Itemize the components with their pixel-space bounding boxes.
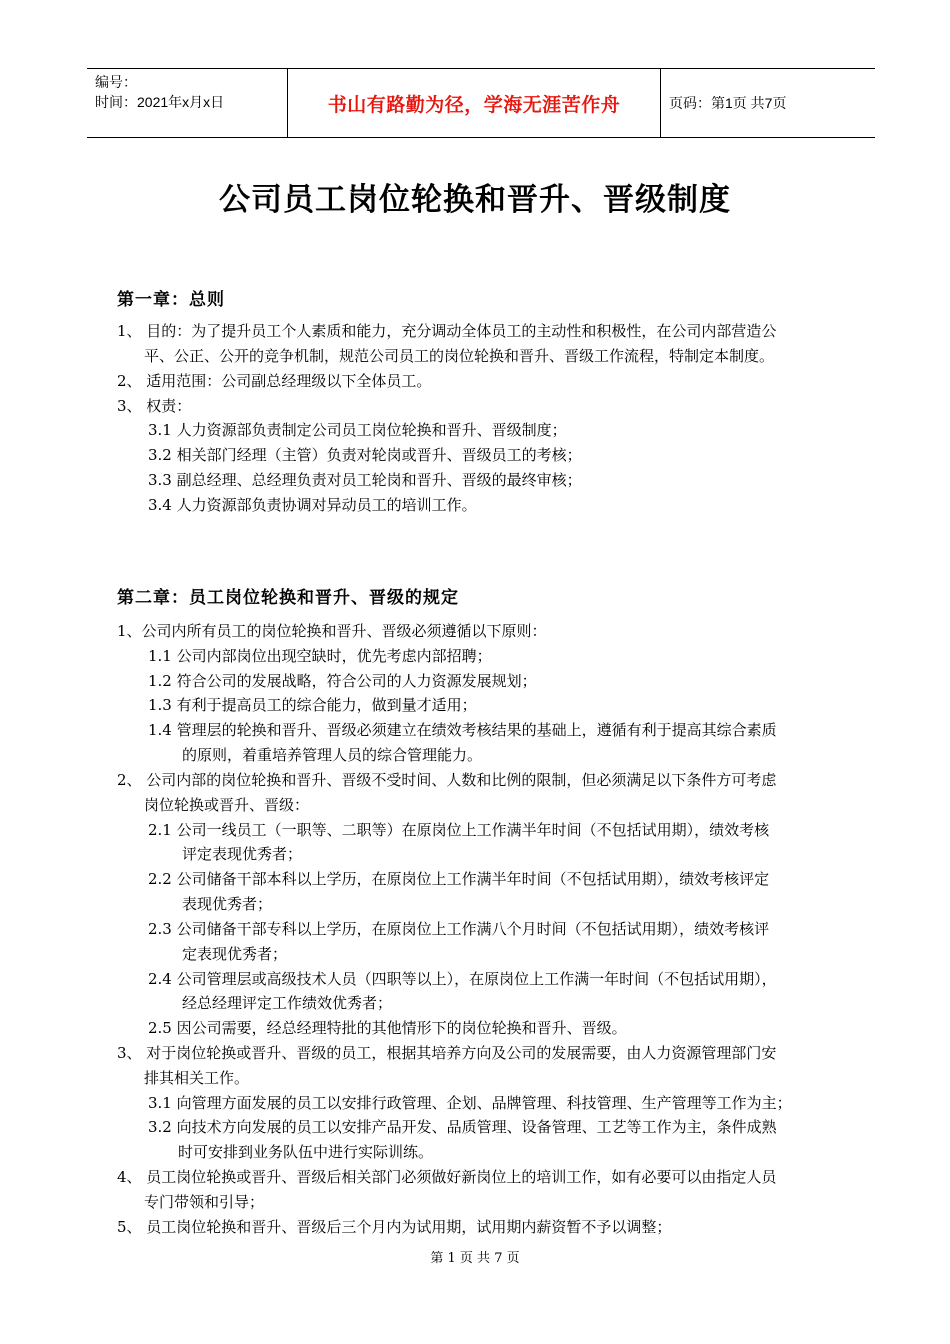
paragraph-line: 5、 员工岗位轮换和晋升、晋级后三个月内为试用期，试用期内薪资暂不予以调整； [117,1218,672,1236]
paragraph-line: 平、公正、公开的竞争机制，规范公司员工的岗位轮换和晋升、晋级工作流程，特制定本制度。 [144,347,775,365]
paragraph-line: 3.2 向技术方向发展的员工以安排产品开发、品质管理、设备管理、工艺等工作为主，条件成熟 [148,1118,777,1136]
paragraph-line: 定表现优秀者； [182,945,288,963]
paragraph-line: 1.3 有利于提高员工的综合能力，做到量才适用； [148,696,477,714]
paragraph-line: 1、 目的：为了提升员工个人素质和能力，充分调动全体员工的主动性和积极性，在公司内部营造公 [117,322,777,340]
paragraph-line: 经总经理评定工作绩效优秀者； [182,994,393,1012]
paragraph-line: 2.4 公司管理层或高级技术人员（四职等以上），在原岗位上工作满一年时间（不包括试用期）， [148,970,777,988]
paragraph-line: 3、 权责： [117,397,192,415]
paragraph-line: 1.2 符合公司的发展战略，符合公司的人力资源发展规划； [148,672,537,690]
paragraph-line: 3.4 人力资源部负责协调对异动员工的培训工作。 [148,496,477,514]
paragraph-line: 1.1 公司内部岗位出现空缺时，优先考虑内部招聘； [148,647,492,665]
paragraph-line: 表现优秀者； [182,895,273,913]
paragraph-line: 专门带领和引导； [144,1193,265,1211]
paragraph-line: 的原则，着重培养管理人员的综合管理能力。 [182,746,483,764]
paragraph-line: 岗位轮换或晋升、晋级： [144,796,310,814]
page-header-table [87,68,875,138]
paragraph-line: 3.1 人力资源部负责制定公司员工岗位轮换和晋升、晋级制度； [148,421,567,439]
paragraph-line: 2、 适用范围：公司副总经理级以下全体员工。 [117,372,432,390]
header-motto-cell [287,69,661,137]
paragraph-line: 2.3 公司储备干部专科以上学历，在原岗位上工作满八个月时间（不包括试用期），绩效考核评 [148,920,770,938]
paragraph-line: 2.2 公司储备干部本科以上学历，在原岗位上工作满半年时间（不包括试用期），绩效考核评定 [148,870,770,888]
document-title: 公司员工岗位轮换和晋升、晋级制度 [219,182,731,218]
page-footer: 第 1 页 共 7 页 [430,1251,520,1266]
paragraph-line: 1、公司内所有员工的岗位轮换和晋升、晋级必须遵循以下原则： [117,622,547,640]
paragraph-line: 时可安排到业务队伍中进行实际训练。 [178,1143,434,1161]
paragraph-line: 1.4 管理层的轮换和晋升、晋级必须建立在绩效考核结果的基础上，遵循有利于提高其综合素质 [148,721,777,739]
header-page-info: 页码：第1页 共7页 [669,95,787,111]
chapter-2-heading: 第二章：员工岗位轮换和晋升、晋级的规定 [117,588,459,608]
paragraph-line: 4、 员工岗位轮换或晋升、晋级后相关部门必须做好新岗位上的培训工作，如有必要可以由指定人员 [117,1168,777,1186]
header-meta [87,69,287,137]
paragraph-line: 2.1 公司一线员工（一职等、二职等）在原岗位上工作满半年时间（不包括试用期），绩效考核 [148,821,770,839]
paragraph-line: 3、 对于岗位轮换或晋升、晋级的员工，根据其培养方向及公司的发展需要，由人力资源管理部门安 [117,1044,777,1062]
paragraph-line: 3.2 相关部门经理（主管）负责对轮岗或晋升、晋级员工的考核； [148,446,582,464]
paragraph-line: 评定表现优秀者； [182,845,303,863]
chapter-1-heading: 第一章：总则 [117,290,225,310]
paragraph-line: 2、 公司内部的岗位轮换和晋升、晋级不受时间、人数和比例的限制，但必须满足以下条件方可考虑 [117,771,777,789]
paragraph-line: 3.1 向管理方面发展的员工以安排行政管理、企划、品牌管理、科技管理、生产管理等工作为主； [148,1094,792,1112]
header-motto: 书山有路勤为径，学海无涯苦作舟 [327,93,621,116]
paragraph-line: 3.3 副总经理、总经理负责对员工轮岗和晋升、晋级的最终审核； [148,471,582,489]
document-number-label: 编号： [95,74,137,90]
paragraph-line: 排其相关工作。 [144,1069,250,1087]
document-time-label: 时间：2021年x月x日 [95,94,225,110]
paragraph-line: 2.5 因公司需要，经总经理特批的其他情形下的岗位轮换和晋升、晋级。 [148,1019,627,1037]
